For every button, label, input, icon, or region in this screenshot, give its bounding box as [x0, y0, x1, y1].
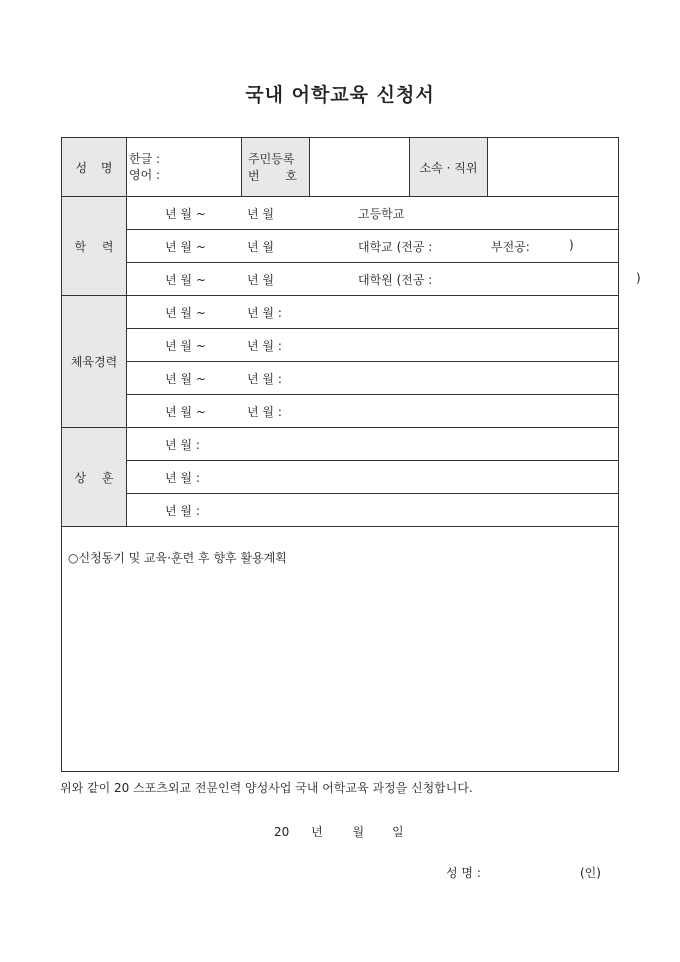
education-to: 년 월 — [247, 207, 274, 221]
affiliation-label: 소속 · 직위 — [419, 160, 478, 175]
education-close-paren: ) — [636, 271, 641, 285]
sports-career-label: 체육경력 — [70, 355, 118, 369]
sports-career-header-cell — [62, 296, 127, 428]
plan-field-cell[interactable] — [62, 527, 619, 772]
rrn-label-line1: 주민등록 — [248, 152, 295, 166]
affiliation-field-cell[interactable] — [488, 138, 619, 197]
sports-career-row-4[interactable] — [127, 395, 619, 428]
date-month-unit: 월 — [352, 825, 365, 839]
education-row — [62, 263, 619, 296]
awards-header-cell — [62, 428, 127, 527]
seal-label: (인) — [580, 866, 601, 880]
career-to: 년 월 : — [247, 339, 282, 353]
education-row — [62, 230, 619, 263]
award-date: 년 월 : — [165, 504, 200, 518]
education-row-1[interactable] — [127, 197, 619, 230]
career-from: 년 월 ~ — [165, 339, 206, 353]
education-school: 대학교 (전공 : — [358, 240, 433, 254]
affiliation-header-cell — [410, 138, 488, 197]
signer-label: 성 명 : — [446, 866, 481, 880]
awards-row — [62, 461, 619, 494]
rrn-header-cell — [242, 138, 310, 197]
personal-info-row — [62, 138, 619, 197]
awards-row — [62, 494, 619, 527]
career-from: 년 월 ~ — [165, 306, 206, 320]
sports-career-row — [62, 395, 619, 428]
education-header-cell — [62, 197, 127, 296]
date-year-unit: 년 — [311, 825, 323, 839]
sports-career-row-2[interactable] — [127, 329, 619, 362]
career-to: 년 월 : — [247, 306, 282, 320]
education-from: 년 월 ~ — [165, 240, 206, 254]
awards-label: 상 훈 — [74, 470, 114, 485]
education-from: 년 월 ~ — [165, 207, 206, 221]
name-header-cell — [62, 138, 127, 197]
career-from: 년 월 ~ — [165, 405, 206, 419]
education-label: 학 력 — [74, 239, 114, 254]
date-line — [274, 823, 404, 840]
plan-label: ○신청동기 및 교육·훈련 후 향후 활용계획 — [68, 551, 287, 565]
sports-career-row — [62, 329, 619, 362]
sports-career-row-3[interactable] — [127, 362, 619, 395]
rrn-field-cell[interactable] — [310, 138, 410, 197]
name-field-cell[interactable] — [127, 138, 242, 197]
career-from: 년 월 ~ — [165, 372, 206, 386]
education-close-paren: ) — [569, 238, 574, 252]
awards-row-1[interactable] — [127, 428, 619, 461]
award-date: 년 월 : — [165, 471, 200, 485]
english-name-label: 영어 : — [129, 168, 161, 182]
rrn-label-line2: 번 호 — [248, 169, 297, 183]
plan-row — [62, 527, 619, 772]
awards-row — [62, 428, 619, 461]
education-row-3[interactable] — [127, 263, 641, 296]
career-to: 년 월 : — [247, 372, 282, 386]
sports-career-row — [62, 296, 619, 329]
education-row — [62, 197, 619, 230]
career-to: 년 월 : — [247, 405, 282, 419]
date-day-unit: 일 — [391, 825, 404, 839]
education-to: 년 월 — [247, 240, 274, 254]
education-to: 년 월 — [247, 273, 274, 287]
awards-row-3[interactable] — [127, 494, 619, 527]
education-from: 년 월 ~ — [165, 273, 206, 287]
document-title: 국내 어학교육 신청서 — [245, 84, 435, 106]
application-form-table — [61, 137, 641, 772]
sports-career-row — [62, 362, 619, 395]
korean-name-label: 한글 : — [129, 152, 161, 166]
award-date: 년 월 : — [165, 438, 200, 452]
name-label: 성 명 — [75, 160, 113, 175]
date-year: 20 — [274, 825, 290, 839]
sports-career-row-1[interactable] — [127, 296, 619, 329]
education-row-2[interactable] — [127, 230, 619, 263]
education-minor: 부전공: — [491, 240, 530, 254]
awards-row-2[interactable] — [127, 461, 619, 494]
statement-text: 위와 같이 20 스포츠외교 전문인력 양성사업 국내 어학교육 과정을 신청합니다. — [60, 781, 473, 795]
education-school: 대학원 (전공 : — [358, 273, 433, 287]
education-school: 고등학교 — [358, 207, 405, 221]
